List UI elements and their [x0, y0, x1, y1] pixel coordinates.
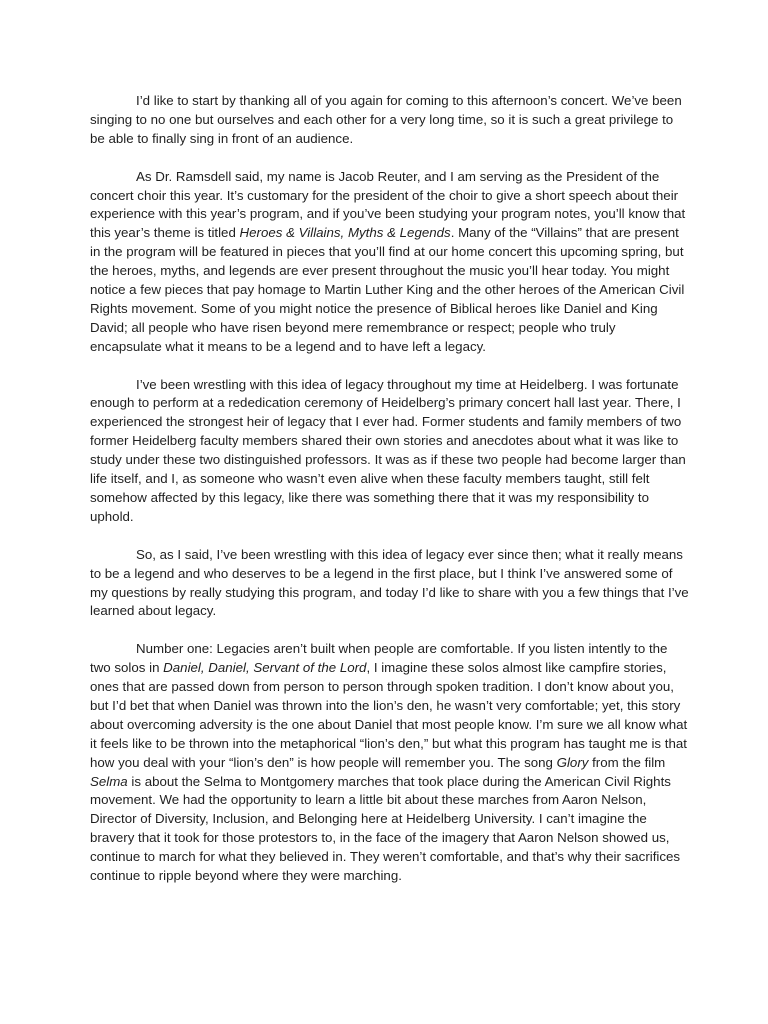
program-theme-title: Heroes & Villains, Myths & Legends: [239, 225, 451, 241]
song-title: Glory: [556, 754, 589, 770]
paragraph-text: Number one: Legacies aren’t built when people are comfortable. If you listen intently to the two solos in: [90, 641, 668, 676]
song-title: Daniel, Daniel, Servant of the Lord: [163, 660, 367, 676]
paragraph-text: . Many of the “Villains” that are present in the program will be featured in pieces that you’ll find at our home concert this upcoming spring, but the heroes, myths, and legends are ever present throughout the music you’ll hear today. You might notice a few pieces that pay homage to Martin Luther King and the other heroes of the American Civil Rights movement. Some of you might notice the presence of Biblical heroes like Daniel and King David; all people who have risen beyond mere remembrance or respect; people who truly encapsulate what it means to be a legend and to have left a legacy.: [90, 225, 685, 354]
speech-body: [90, 92, 690, 905]
paragraph-text: So, as I said, I’ve been wrestling with this idea of legacy ever since then; what it really means to be a legend and who deserves to be a legend in the first place, but I think I’ve answered some of my questions by really studying this program, and today I’d like to share with you a few things that I’ve learned about legacy.: [90, 546, 689, 619]
paragraph-text: is about the Selma to Montgomery marches that took place during the American Civil Rights movement. We had the opportunity to learn a little bit about these marches from Aaron Nelson, Director of Diversity, Inclusion, and Belonging here at Heidelberg University. I can’t imagine the bravery that it took for those protestors to, in the face of the imagery that Aaron Nelson showed us, continue to march for what they believed in. They weren’t comfortable, and that’s why their sacrifices continue to ripple beyond where they were marching.: [90, 773, 681, 884]
paragraph-3: [90, 376, 690, 527]
paragraph-2: [90, 168, 690, 357]
paragraph-5: [90, 640, 690, 886]
film-title: Selma: [90, 773, 128, 789]
paragraph-4: [90, 546, 690, 622]
paragraph-text: from the film: [588, 754, 666, 770]
paragraph-text: , I imagine these solos almost like campfire stories, ones that are passed down from person to person through spoken tradition. I don’t know about you, but I’d bet that when Daniel was thrown into the lion’s den, he wasn’t very comfortable; yet, this story about overcoming adversity is the one about Daniel that most people know. I’m sure we all know what it feels like to be thrown into the metaphorical “lion’s den,” but what this program has taught me is that how you deal with your “lion’s den” is how people will remember you. The song: [90, 660, 688, 770]
paragraph-text: I’d like to start by thanking all of you again for coming to this afternoon’s concert. We’ve been singing to no one but ourselves and each other for a very long time, so it is such a great privilege to be able to finally sing in front of an audience.: [90, 93, 682, 146]
paragraph-1: [90, 92, 690, 149]
paragraph-text: I’ve been wrestling with this idea of legacy throughout my time at Heidelberg. I was fortunate enough to perform at a rededication ceremony of Heidelberg’s primary concert hall last year. There, I experienced the strongest heir of legacy that I ever had. Former students and family members of two former Heidelberg faculty members shared their own stories and anecdotes about what it was like to study under these two distinguished professors. It was as if these two people had become larger than life itself, and I, as someone who wasn’t even alive when these faculty members taught, still felt somehow affected by this legacy, like there was something there that it was my responsibility to uphold.: [90, 376, 686, 524]
paragraph-text: As Dr. Ramsdell said, my name is Jacob Reuter, and I am serving as the President of the concert choir this year. It’s customary for the president of the choir to give a short speech about their experience with this year’s program, and if you’ve been studying your program notes, you’ll know that this year’s theme is titled: [90, 168, 686, 241]
